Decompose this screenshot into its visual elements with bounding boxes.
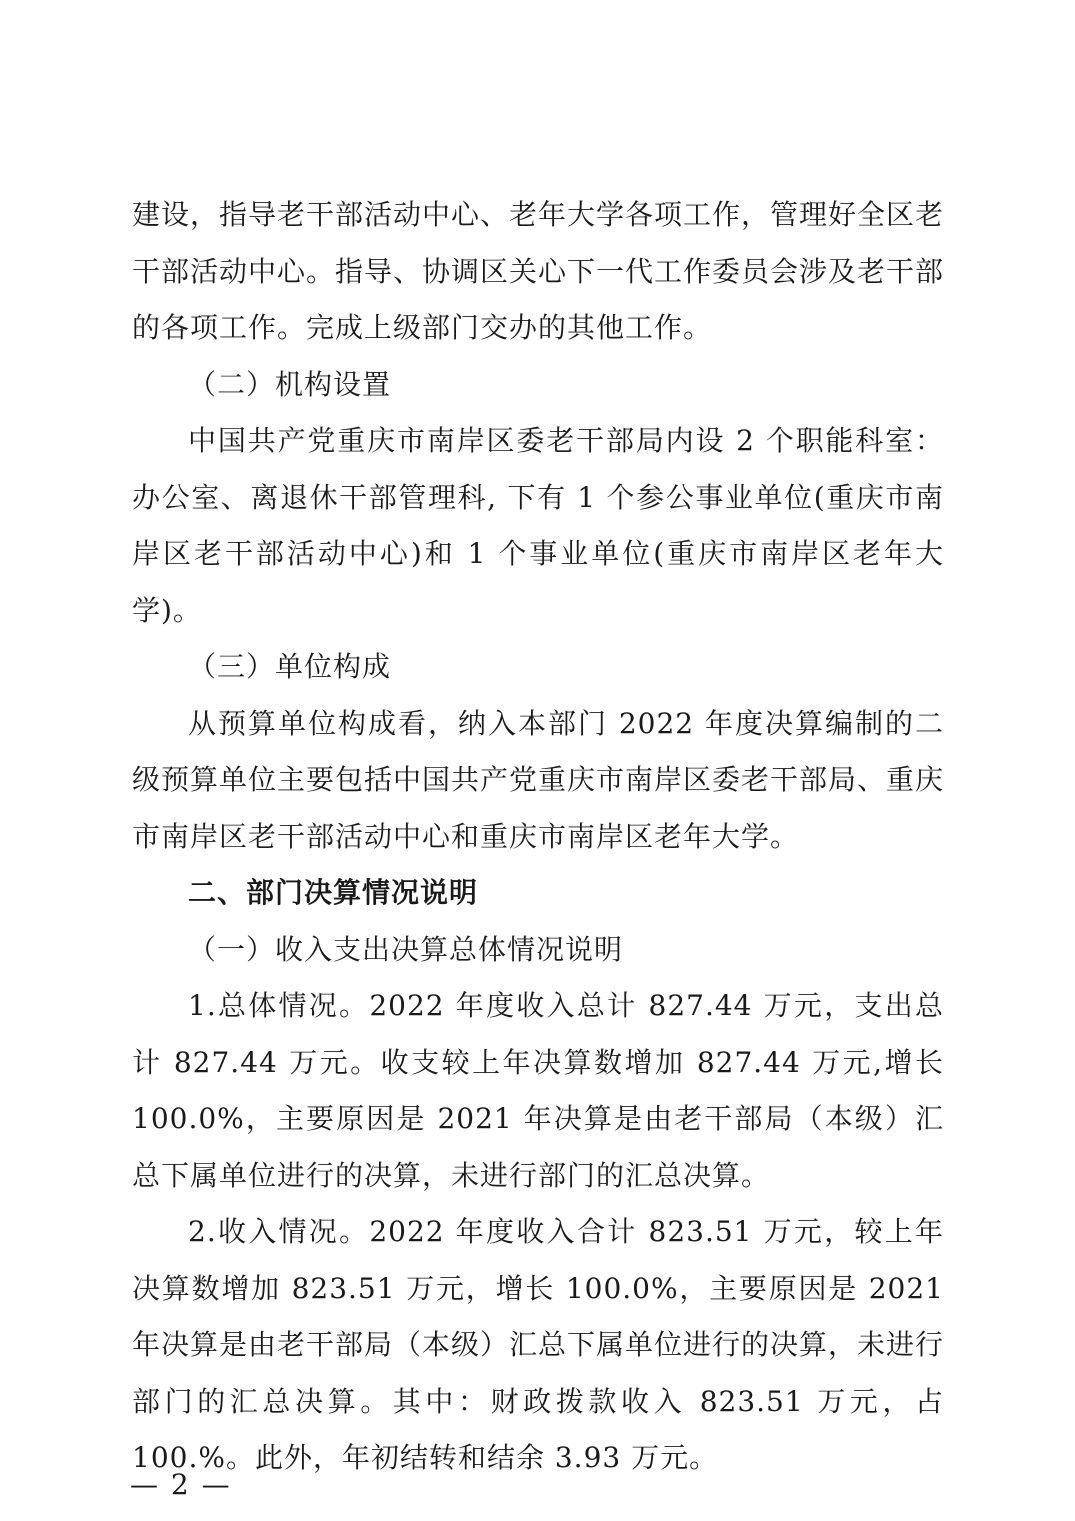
subsection-heading-income-expenditure: （一）收入支出决算总体情况说明 bbox=[188, 932, 624, 966]
paragraph-unit-composition: 从预算单位构成看，纳入本部门 2022 年度决算编制的二级预算单位主要包括中国共产党重庆市南岸区委老干部局、重庆市南岸区老干部活动中心和重庆市南岸区老年大学。 bbox=[132, 706, 945, 853]
paragraph-duties-continued: 建设，指导老干部活动中心、老年大学各项工作，管理好全区老干部活动中心。指导、协调区关心下一代工作委员会涉及老干部的各项工作。完成上级部门交办的其他工作。 bbox=[132, 198, 945, 344]
paragraph-overall-situation: 1.总体情况。2022 年度收入总计 827.44 万元，支出总计 827.44 万元。收支较上年决算数增加 827.44 万元,增长 100.0%，主要原因是 2021 年决算是由老干部局（本级）汇总下属单位进行的决算，未进行部门的汇总决算。 bbox=[132, 989, 944, 1192]
page-number: — 2 — bbox=[130, 1468, 232, 1501]
section-heading-unit-composition: （三）单位构成 bbox=[188, 650, 392, 683]
document-body bbox=[132, 187, 944, 1487]
paragraph-organization: 中国共产党重庆市南岸区委老干部局内设 2 个职能科室：办公室、离退休干部管理科, 下有 1 个参公事业单位(重庆市南岸区老干部活动中心)和 1 个事业单位(重庆市南岸区老年大学)。 bbox=[132, 424, 944, 627]
paragraph-income-situation: 2.收入情况。2022 年度收入合计 823.51 万元，较上年决算数增加 823.51 万元，增长 100.0%，主要原因是 2021 年决算是由老干部局（本级）汇总下属单位进行的决算，未进行部门的汇总决算。其中：财政拨款收入 823.51 万元，占 100.%。此外，年初结转和结余 3.93 万元。 bbox=[132, 1215, 945, 1474]
section-heading-organization: （二）机构设置 bbox=[188, 367, 392, 401]
part-heading-final-accounts: 二、部门决算情况说明 bbox=[188, 876, 479, 909]
